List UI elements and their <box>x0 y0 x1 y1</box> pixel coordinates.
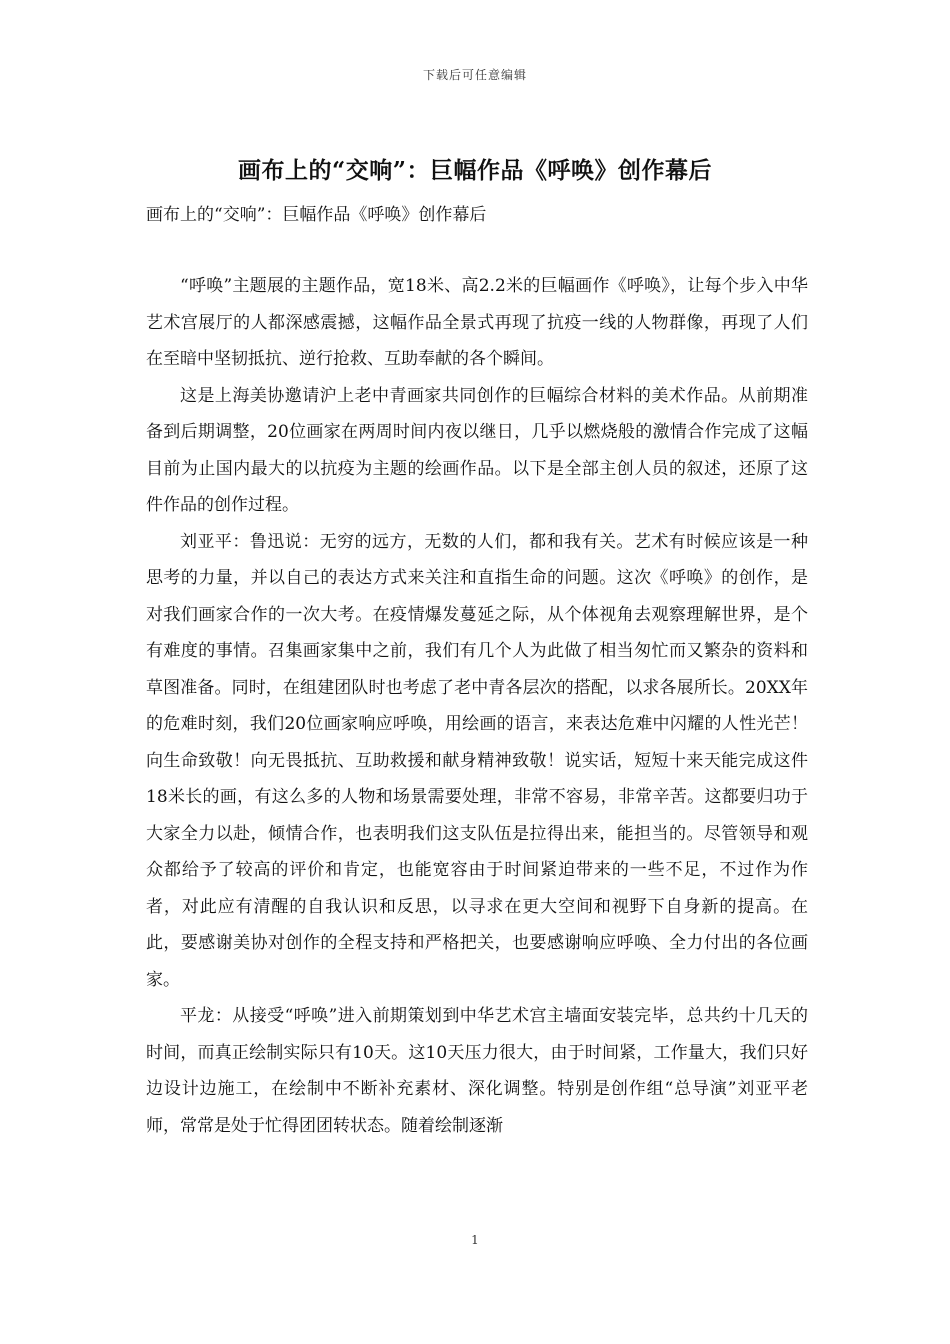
paragraph: 刘亚平：鲁迅说：无穷的远方，无数的人们，都和我有关。艺术有时候应该是一种思考的力量，并以自己的表达方式来关注和直指生命的问题。这次《呼唤》的创作，是对我们画家合作的一次大考。在疫情爆发蔓延之际，从个体视角去观察理解世界，是个有难度的事情。召集画家集中之前，我们有几个人为此做了相当匆忙而又繁杂的资料和草图准备。同时，在组建团队时也考虑了老中青各层次的搭配，以求各展所长。20XX年的危难时刻，我们20位画家响应呼唤，用绘画的语言，来表达危难中闪耀的人性光芒！向生命致敬！向无畏抵抗、互助救援和献身精神致敬！说实话，短短十来天能完成这件18米长的画，有这么多的人物和场景需要处理，非常不容易，非常辛苦。这都要归功于大家全力以赴，倾情合作，也表明我们这支队伍是拉得出来，能担当的。尽管领导和观众都给予了较高的评价和肯定，也能宽容由于时间紧迫带来的一些不足，不过作为作者，对此应有清醒的自我认识和反思，以寻求在更大空间和视野下自身新的提高。在此，要感谢美协对创作的全程支持和严格把关，也要感谢响应呼唤、全力付出的各位画家。 <box>146 531 808 990</box>
document-subtitle: 画布上的“交响”：巨幅作品《呼唤》创作幕后 <box>146 205 487 225</box>
page-number: 1 <box>471 1233 479 1247</box>
paragraph: “呼唤”主题展的主题作品，宽18米、高2.2米的巨幅画作《呼唤》，让每个步入中华艺术宫展厅的人都深感震撼，这幅作品全景式再现了抗疫一线的人物群像，再现了人们在至暗中坚韧抵抗、逆行抢救、互助奉献的各个瞬间。 <box>146 276 808 369</box>
document-title: 画布上的“交响”：巨幅作品《呼唤》创作幕后 <box>238 157 712 184</box>
header-note: 下载后可任意编辑 <box>422 68 527 82</box>
paragraph: 平龙：从接受“呼唤”进入前期策划到中华艺术宫主墙面安装完毕，总共约十几天的时间，而真正绘制实际只有10天。这10天压力很大，由于时间紧，工作量大，我们只好边设计边施工，在绘制中不断补充素材、深化调整。特别是创作组“总导演”刘亚平老师，常常是处于忙得团团转状态。随着绘制逐渐 <box>146 1006 808 1136</box>
paragraph: 这是上海美协邀请沪上老中青画家共同创作的巨幅综合材料的美术作品。从前期准备到后期调整，20位画家在两周时间内夜以继日，几乎以燃烧般的激情合作完成了这幅目前为止国内最大的以抗疫为主题的绘画作品。以下是全部主创人员的叙述，还原了这件作品的创作过程。 <box>146 385 808 515</box>
article-body <box>146 268 808 1144</box>
